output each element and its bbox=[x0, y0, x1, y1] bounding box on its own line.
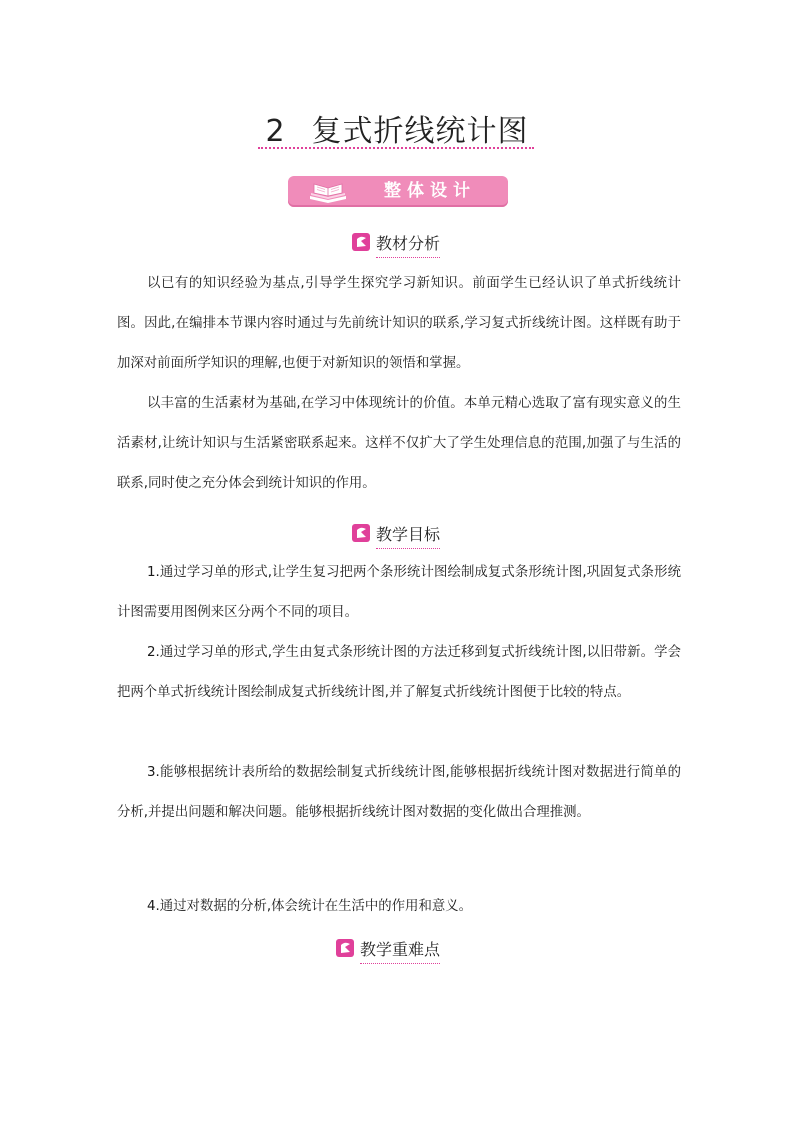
chapter-title bbox=[0, 106, 794, 150]
book-icon bbox=[308, 180, 348, 203]
paragraph: 4.通过对数据的分析,体会统计在生活中的作用和意义。 bbox=[147, 899, 473, 914]
paragraph: 2.通过学习单的形式,学生由复式条形统计图的方法迁移到复式折线统计图,以旧带新。学会把两个单式折线统计图绘制成复式折线统计图,并了解复式折线统计图便于比较的特点。 bbox=[117, 645, 681, 700]
section-heading-key-difficulties: 教学重难点 bbox=[336, 936, 440, 960]
paragraph: 1.通过学习单的形式,让学生复习把两个条形统计图绘制成复式条形统计图,巩固复式条形统计图需要用图例来区分两个不同的项目。 bbox=[117, 565, 681, 620]
section-mark-icon bbox=[336, 939, 354, 957]
banner-label: 整体设计 bbox=[384, 181, 476, 201]
section-mark-icon bbox=[352, 233, 370, 251]
paragraph: 以已有的知识经验为基点,引导学生探究学习新知识。前面学生已经认识了单式折线统计图。因此,在编排本节课内容时通过与先前统计知识的联系,学习复式折线统计图。这样既有助于加深对前面所学知识的理解,也便于对新知识的领悟和掌握。 bbox=[117, 276, 681, 371]
title-underline bbox=[258, 147, 534, 149]
chapter-title-text: 复式折线统计图 bbox=[311, 114, 529, 149]
section-banner bbox=[288, 176, 508, 207]
section-heading-teaching-objectives: 教学目标 bbox=[352, 521, 440, 545]
section-mark-icon bbox=[352, 524, 370, 542]
section-heading-textbook-analysis: 教材分析 bbox=[352, 230, 440, 254]
paragraph: 3.能够根据统计表所给的数据绘制复式折线统计图,能够根据折线统计图对数据进行简单的分析,并提出问题和解决问题。能够根据折线统计图对数据的变化做出合理推测。 bbox=[117, 765, 681, 820]
chapter-number: 2 bbox=[265, 114, 286, 149]
paragraph: 以丰富的生活素材为基础,在学习中体现统计的价值。本单元精心选取了富有现实意义的生活素材,让统计知识与生活紧密联系起来。这样不仅扩大了学生处理信息的范围,加强了与生活的联系,同时使之充分体会到统计知识的作用。 bbox=[117, 396, 681, 491]
